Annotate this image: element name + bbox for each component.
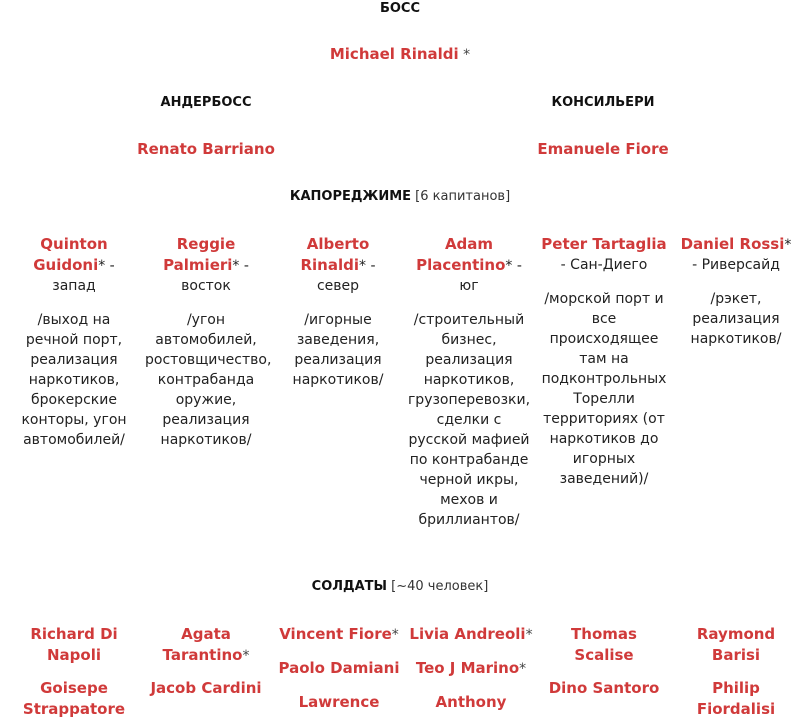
soldier-name[interactable]: Dino Santoro [548, 679, 660, 697]
underboss-header: АНДЕРБОСС [160, 95, 252, 110]
soldier-entry [538, 678, 670, 699]
soldier-entry [690, 624, 782, 666]
soldier-name[interactable]: Livia Andreoli [409, 625, 526, 643]
captain-name[interactable]: Quinton Guidoni [33, 235, 108, 274]
soldiers-note: [~40 человек] [387, 579, 489, 594]
captain-region: * - запад [52, 258, 115, 294]
captain-column [407, 234, 531, 530]
boss-star: * [458, 47, 471, 63]
captain-description: /угон автомобилей, ростовщичество, контрабанда оружие, реализация наркотиков/ [145, 312, 272, 448]
soldier-entry [404, 692, 538, 713]
captain-column [676, 234, 796, 349]
consigliere-name[interactable]: Emanuele Fiore [537, 140, 669, 158]
captain-column [145, 234, 272, 450]
soldier-name[interactable]: Teo J Marino [415, 659, 520, 677]
soldier-entry [690, 678, 782, 720]
soldier-name[interactable]: Raymond Barisi [696, 625, 776, 664]
captain-name[interactable]: Peter Tartaglia [541, 235, 667, 253]
soldier-name[interactable]: Agata Tarantino [162, 625, 243, 664]
captain-name[interactable]: Alberto Rinaldi [300, 235, 370, 274]
caporegime-heading [0, 188, 800, 204]
caporegime-header: КАПОРЕДЖИМЕ [289, 189, 412, 204]
underboss-name[interactable]: Renato Barriano [137, 140, 275, 158]
captain-description: /строительный бизнес, реализация наркотиков, грузоперевозки, сделки с русской мафией по контрабанде черной икры, мехов и бриллиантов/ [407, 312, 531, 528]
captain-region: * - юг [459, 258, 522, 294]
soldier-entry [272, 692, 406, 713]
captain-column [540, 234, 668, 489]
captain-region: * - север [316, 258, 376, 294]
captain-column [286, 234, 390, 390]
soldier-star: * [525, 627, 533, 643]
soldier-name[interactable]: Goisepe Strappatore [22, 679, 126, 718]
boss-header: БОСС [379, 1, 421, 16]
soldier-entry [404, 658, 538, 679]
soldier-entry [138, 678, 274, 699]
soldiers-heading [0, 578, 800, 594]
soldier-name[interactable]: Jacob Cardini [150, 679, 262, 697]
captain-description: /рэкет, реализация наркотиков/ [690, 291, 782, 347]
soldier-entry [272, 658, 406, 679]
captain-description: /морской порт и все происходящее там на подконтрольных Торелли территориях (от наркотиков до игорных заведений)/ [541, 291, 667, 487]
soldier-entry [18, 678, 130, 720]
boss-entry [0, 45, 800, 63]
soldiers-header: СОЛДАТЫ [311, 579, 388, 594]
captain-description: /выход на речной порт, реализация наркотиков, брокерские конторы, угон автомобилей/ [21, 312, 127, 448]
captain-description: /игорные заведения, реализация наркотиков/ [292, 312, 384, 388]
soldier-entry [148, 624, 264, 666]
captain-column [20, 234, 128, 450]
captain-region: * - восток [181, 258, 249, 294]
soldier-star: * [242, 648, 250, 664]
soldier-name[interactable]: Anthony [435, 693, 507, 711]
soldier-entry [24, 624, 124, 666]
captain-name[interactable]: Adam Placentino [416, 235, 506, 274]
captain-name[interactable]: Daniel Rossi [680, 235, 785, 253]
captain-region: * - Риверсайд [692, 237, 792, 273]
soldier-entry [404, 624, 538, 645]
soldier-star: * [391, 627, 399, 643]
soldier-name[interactable]: Vincent Fiore [279, 625, 392, 643]
soldier-name[interactable]: Richard Di Napoli [30, 625, 118, 664]
soldier-name[interactable]: Thomas Scalise [571, 625, 637, 664]
soldier-entry [272, 624, 406, 645]
consigliere-header: КОНСИЛЬЕРИ [551, 95, 655, 110]
boss-name[interactable]: Michael Rinaldi [329, 45, 459, 63]
soldier-name[interactable]: Lawrence [298, 693, 380, 711]
captain-name[interactable]: Reggie Palmieri [163, 235, 236, 274]
soldier-name[interactable]: Paolo Damiani [278, 659, 400, 677]
soldier-star: * [519, 661, 527, 677]
soldier-name[interactable]: Philip Fiordalisi [696, 679, 776, 718]
soldier-entry [556, 624, 652, 666]
captain-region: - Сан-Диего [560, 257, 648, 273]
caporegime-note: [6 капитанов] [411, 189, 511, 204]
